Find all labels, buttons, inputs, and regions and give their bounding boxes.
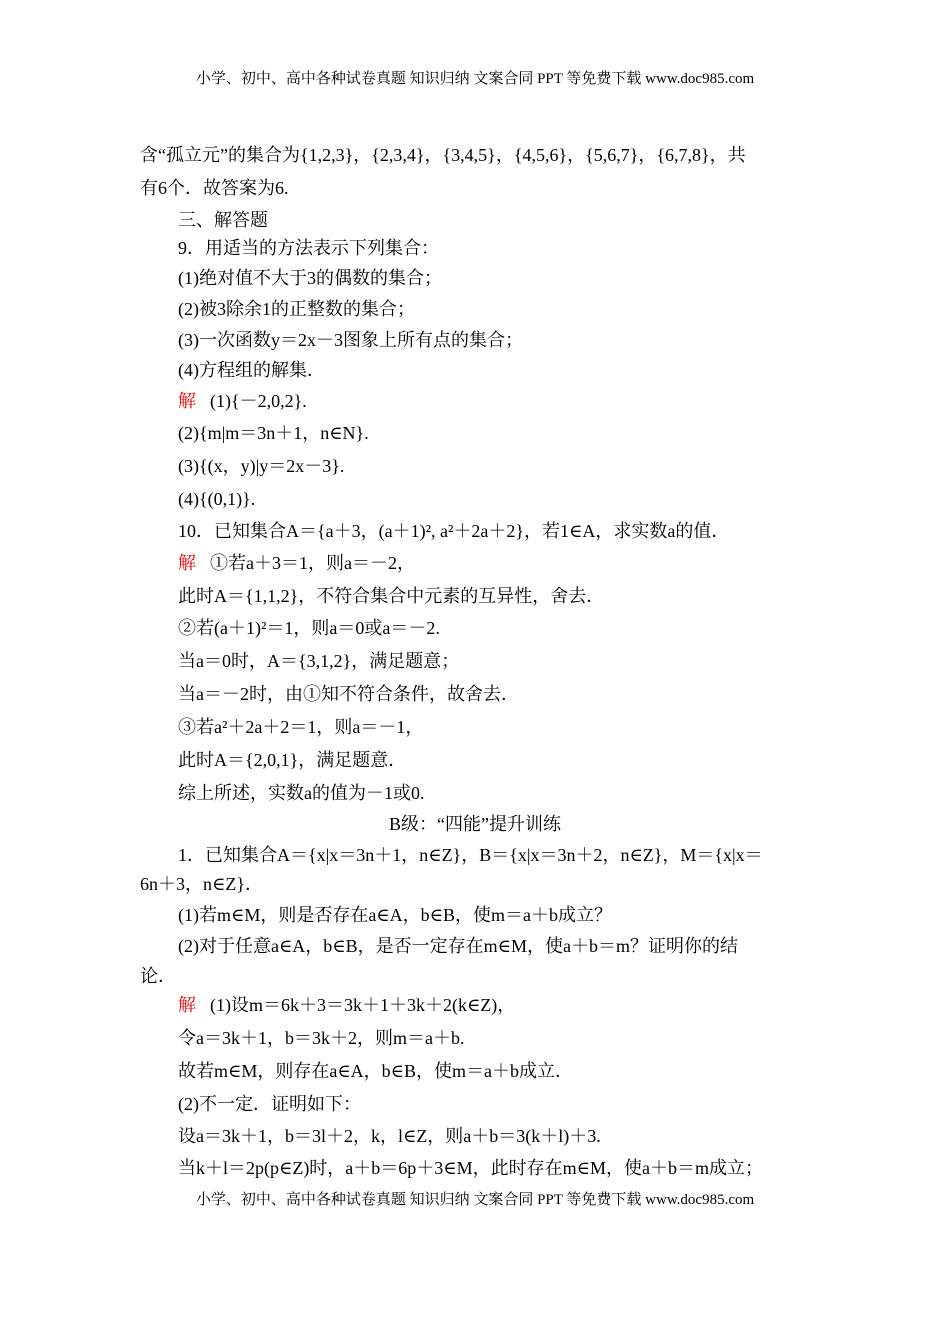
text-line: 故若m∈M，则存在a∈A，b∈B，使m＝a＋b成立． — [178, 1061, 573, 1081]
text-line: 含“孤立元”的集合为{1,2,3}，{2,3,4}，{3,4,5}，{4,5,6}，{5,6,7}，{6,7,8}，共 — [140, 145, 746, 165]
text-line: (2){m|m＝3n＋1，n∈N}. — [178, 423, 369, 443]
text-line: 当a＝0时，A＝{3,1,2}，满足题意； — [178, 651, 460, 671]
text-line: 有6个．故答案为6. — [140, 178, 289, 198]
text: (1)设m＝6k＋3＝3k＋1＋3k＋2(k∈Z)， — [210, 995, 516, 1015]
text-line: 当a＝－2时，由①知不符合条件，故舍去． — [178, 684, 519, 704]
solution-label: 解 — [178, 391, 196, 411]
section-heading: 三、解答题 — [178, 210, 268, 230]
question-b1: 1．已知集合A＝{x|x＝3n＋1，n∈Z}，B＝{x|x＝3n＋2，n∈Z}，M＝{x|x＝ — [178, 845, 763, 865]
text-line: (4){(0,1)}. — [178, 489, 256, 509]
text-line: ③若a²＋2a＋2＝1，则a＝－1， — [178, 717, 424, 737]
text-line: (2)对于任意a∈A，b∈B，是否一定存在m∈M，使a＋b＝m？证明你的结 — [178, 936, 738, 956]
solution-line — [178, 390, 307, 412]
solution-label: 解 — [178, 995, 196, 1015]
text-line: ②若(a＋1)²＝1，则a＝0或a＝－2. — [178, 618, 440, 638]
solution-line — [178, 552, 415, 574]
text-line: (2)不一定．证明如下： — [178, 1094, 361, 1114]
question-9: 9．用适当的方法表示下列集合： — [178, 238, 439, 258]
text-line: (1)若m∈M，则是否存在a∈A，b∈B，使m＝a＋b成立？ — [178, 905, 612, 925]
text-line: (1)绝对值不大于3的偶数的集合； — [178, 268, 442, 288]
solution-label: 解 — [178, 553, 196, 573]
text-line: 论． — [140, 966, 176, 986]
section-heading: B级：“四能”提升训练 — [389, 814, 561, 834]
text-line: (4)方程组的解集． — [178, 360, 325, 380]
text: (1){－2,0,2}. — [210, 391, 307, 411]
text: ①若a＋3＝1，则a＝－2， — [210, 553, 415, 573]
text-line: 令a＝3k＋1，b＝3k＋2，则m＝a＋b. — [178, 1028, 465, 1048]
text-line: (3)一次函数y＝2x－3图象上所有点的集合； — [178, 330, 523, 350]
solution-line — [178, 994, 515, 1016]
text-line: 此时A＝{1,1,2}，不符合集合中元素的互异性，舍去． — [178, 586, 605, 606]
page-footer: 小学、初中、高中各种试卷真题 知识归纳 文案合同 PPT 等免费下载 www.doc985.com — [195, 1192, 755, 1208]
page-header: 小学、初中、高中各种试卷真题 知识归纳 文案合同 PPT 等免费下载 www.doc985.com — [195, 71, 755, 87]
text-line: (2)被3除余1的正整数的集合； — [178, 299, 415, 319]
question-10: 10．已知集合A＝{a＋3，(a＋1)², a²＋2a＋2}，若1∈A，求实数a的值． — [178, 521, 730, 541]
text-line: 6n＋3，n∈Z}． — [140, 874, 263, 894]
text-line: 此时A＝{2,0,1}，满足题意． — [178, 750, 407, 770]
text-line: 当k＋l＝2p(p∈Z)时，a＋b＝6p＋3∈M，此时存在m∈M，使a＋b＝m成立； — [178, 1158, 763, 1178]
text-line: 设a＝3k＋1，b＝3l＋2，k，l∈Z，则a＋b＝3(k＋l)＋3. — [178, 1126, 601, 1146]
text-line: 综上所述，实数a的值为－1或0. — [178, 783, 425, 803]
text-line: (3){(x，y)|y＝2x－3}. — [178, 456, 345, 476]
